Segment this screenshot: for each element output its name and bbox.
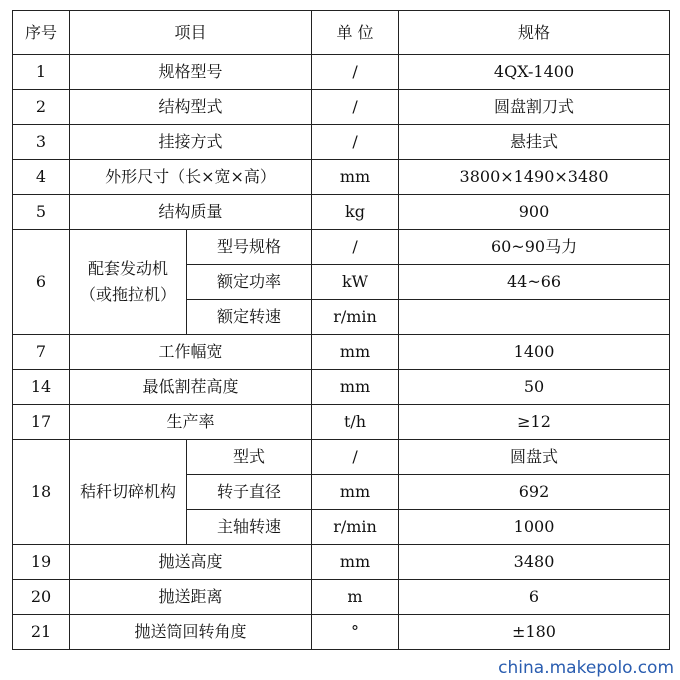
table-row (13, 90, 670, 125)
row-spec: 3480 (399, 545, 670, 580)
row-item: 外形尺寸（长×宽×高） (70, 160, 312, 195)
table-row (13, 370, 670, 405)
row-item: 最低割茬高度 (70, 370, 312, 405)
chopper-group-cell: 秸秆切碎机构 (70, 440, 187, 545)
row-unit: kg (312, 195, 399, 230)
row-spec: 900 (399, 195, 670, 230)
sub-item: 额定转速 (187, 300, 312, 335)
table-row (13, 335, 670, 370)
row-no: 6 (13, 230, 70, 335)
row-no: 3 (13, 125, 70, 160)
row-no: 19 (13, 545, 70, 580)
row-unit: mm (312, 335, 399, 370)
row-unit: kW (312, 265, 399, 300)
sub-item: 主轴转速 (187, 510, 312, 545)
row-spec: 6 (399, 580, 670, 615)
sub-item: 型号规格 (187, 230, 312, 265)
row-unit: mm (312, 160, 399, 195)
row-unit: / (312, 125, 399, 160)
sub-item: 额定功率 (187, 265, 312, 300)
row-spec: 692 (399, 475, 670, 510)
engine-group-line1: 配套发动机 (87, 259, 168, 278)
row-item: 抛送筒回转角度 (70, 615, 312, 650)
row-unit: / (312, 230, 399, 265)
row-spec: ≥12 (399, 405, 670, 440)
row-spec: 1400 (399, 335, 670, 370)
row-unit: / (312, 440, 399, 475)
header-no: 序号 (13, 11, 70, 55)
row-unit: mm (312, 545, 399, 580)
table-row (13, 195, 670, 230)
row-spec: 1000 (399, 510, 670, 545)
row-no: 7 (13, 335, 70, 370)
row-spec: 4QX-1400 (399, 55, 670, 90)
row-spec: 50 (399, 370, 670, 405)
row-no: 18 (13, 440, 70, 545)
engine-group-cell (70, 230, 187, 335)
table-row (13, 580, 670, 615)
row-no: 5 (13, 195, 70, 230)
header-item: 项目 (70, 11, 312, 55)
row-no: 1 (13, 55, 70, 90)
row-spec: 圆盘式 (399, 440, 670, 475)
row-no: 17 (13, 405, 70, 440)
table-row (13, 55, 670, 90)
table-row (13, 615, 670, 650)
table-row (13, 405, 670, 440)
row-no: 2 (13, 90, 70, 125)
table-row (13, 545, 670, 580)
row-unit: r/min (312, 510, 399, 545)
header-unit: 单 位 (312, 11, 399, 55)
sub-item: 转子直径 (187, 475, 312, 510)
row-unit: mm (312, 475, 399, 510)
row-spec: 60~90马力 (399, 230, 670, 265)
row-spec: 44~66 (399, 265, 670, 300)
row-item: 生产率 (70, 405, 312, 440)
row-no: 21 (13, 615, 70, 650)
row-unit: t/h (312, 405, 399, 440)
spec-table (12, 10, 670, 650)
row-no: 4 (13, 160, 70, 195)
row-unit: / (312, 55, 399, 90)
row-item: 抛送高度 (70, 545, 312, 580)
row-spec: ±180 (399, 615, 670, 650)
row-unit: r/min (312, 300, 399, 335)
table-row (13, 160, 670, 195)
row-unit: m (312, 580, 399, 615)
table-row (13, 230, 670, 265)
row-unit: / (312, 90, 399, 125)
row-spec: 圆盘割刀式 (399, 90, 670, 125)
row-spec: 悬挂式 (399, 125, 670, 160)
header-row (13, 11, 670, 55)
row-item: 抛送距离 (70, 580, 312, 615)
row-item: 工作幅宽 (70, 335, 312, 370)
row-item: 结构质量 (70, 195, 312, 230)
row-spec (399, 300, 670, 335)
row-spec: 3800×1490×3480 (399, 160, 670, 195)
table-row (13, 125, 670, 160)
table-row (13, 440, 670, 475)
row-item: 结构型式 (70, 90, 312, 125)
header-spec: 规格 (399, 11, 670, 55)
engine-group-line2: （或拖拉机） (79, 285, 176, 304)
sub-item: 型式 (187, 440, 312, 475)
row-unit: ° (312, 615, 399, 650)
row-no: 14 (13, 370, 70, 405)
row-item: 挂接方式 (70, 125, 312, 160)
row-unit: mm (312, 370, 399, 405)
watermark-text: china.makepolo.com (498, 658, 674, 678)
row-no: 20 (13, 580, 70, 615)
row-item: 规格型号 (70, 55, 312, 90)
